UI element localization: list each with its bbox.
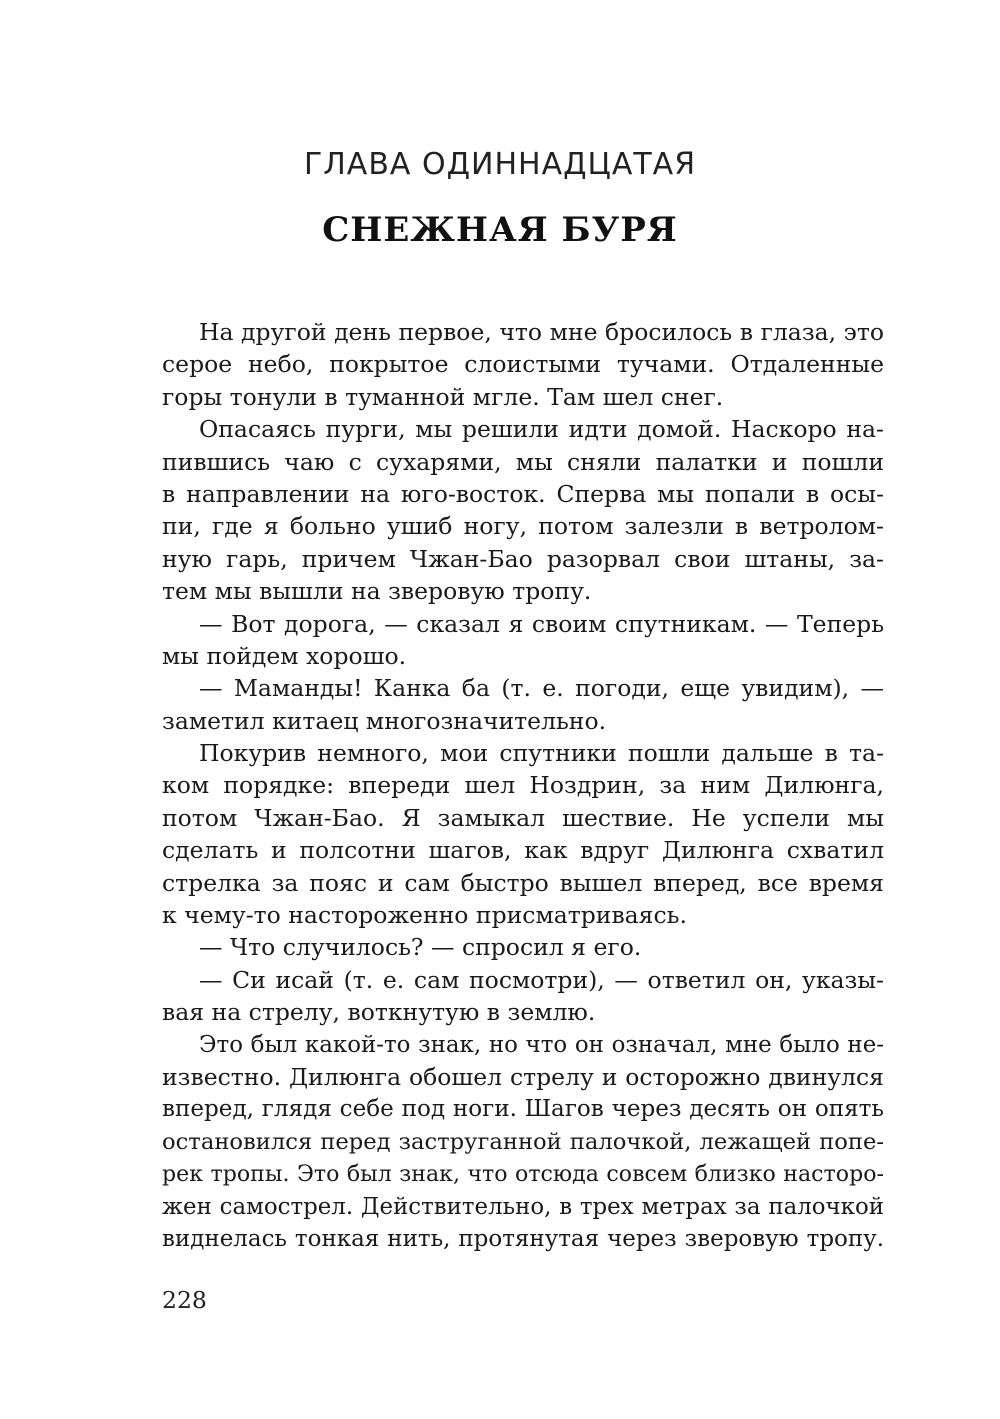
page-number: 228 — [162, 1286, 207, 1314]
text-line: пившись чаю с сухарями, мы сняли палатки и пошли — [162, 447, 884, 476]
text-line: виднелась тонкая нить, протянутая через зверовую тропу. — [162, 1225, 884, 1252]
text-line: Это был какой-то знак, но что он означал, мне было не- — [199, 1031, 884, 1058]
text-line: стрелка за пояс и сам быстро вышел вперед, все время — [162, 868, 884, 897]
text-line: пи, где я больно ушиб ногу, потом залезли в ветролом- — [162, 512, 884, 541]
text-line: вперед, глядя себе под ноги. Шагов через десять он опять — [162, 1096, 884, 1123]
text-line: мы пойдем хорошо. — [162, 641, 407, 670]
text-line: — Вот дорога, — сказал я своим спутникам. — Теперь — [199, 609, 884, 638]
chapter-title: СНЕЖНАЯ БУРЯ — [322, 210, 678, 250]
text-line: остановился перед заструганной палочкой, лежащей попе- — [162, 1128, 884, 1155]
text-line: Опасаясь пурги, мы решили идти домой. Наскоро на- — [199, 415, 884, 444]
text-line: ную гарь, причем Чжан-Бао разорвал свои штаны, за- — [162, 544, 884, 573]
text-line: в направлении на юго-восток. Сперва мы попали в осы- — [162, 479, 884, 508]
text-line: Покурив немного, мои спутники пошли дальше в та- — [199, 739, 884, 768]
text-line: заметил китаец многозначительно. — [162, 706, 607, 735]
text-line: — Что случилось? — спросил я его. — [199, 933, 642, 962]
text-line: потом Чжан-Бао. Я замыкал шествие. Не успели мы — [162, 803, 884, 832]
text-line: к чему-то настороженно присматриваясь. — [162, 901, 687, 930]
text-line: известно. Дилюнга обошел стрелу и осторожно двинулся — [162, 1062, 884, 1091]
text-line: — Мамaнды! Канка ба (т. е. погоди, еще увидим), — — [199, 674, 884, 703]
text-line: горы тонули в туманной мгле. Там шел снег. — [162, 382, 724, 411]
text-line: вая на стрелу, воткнутую в землю. — [162, 998, 596, 1027]
text-line: — Си исай (т. е. сам посмотри), — ответил он, указы- — [199, 965, 884, 994]
body-text — [162, 316, 884, 1255]
text-line: жен самострел. Действительно, в трех метрах за палочкой — [162, 1193, 884, 1220]
text-line: серое небо, покрытое слоистыми тучами. Отдаленные — [162, 350, 884, 379]
text-line: ком порядке: впереди шел Ноздрин, за ним Дилюнга, — [162, 771, 884, 800]
text-line: сделать и полсотни шагов, как вдруг Дилюнга схватил — [162, 836, 884, 865]
text-line: На другой день первое, что мне бросилось в глаза, это — [199, 318, 884, 346]
text-line: рек тропы. Это был знак, что отсюда совсем близко насторо- — [162, 1161, 884, 1188]
text-line: тем мы вышли на зверовую тропу. — [162, 577, 592, 606]
chapter-label: ГЛАВА ОДИННАДЦАТАЯ — [303, 147, 697, 182]
